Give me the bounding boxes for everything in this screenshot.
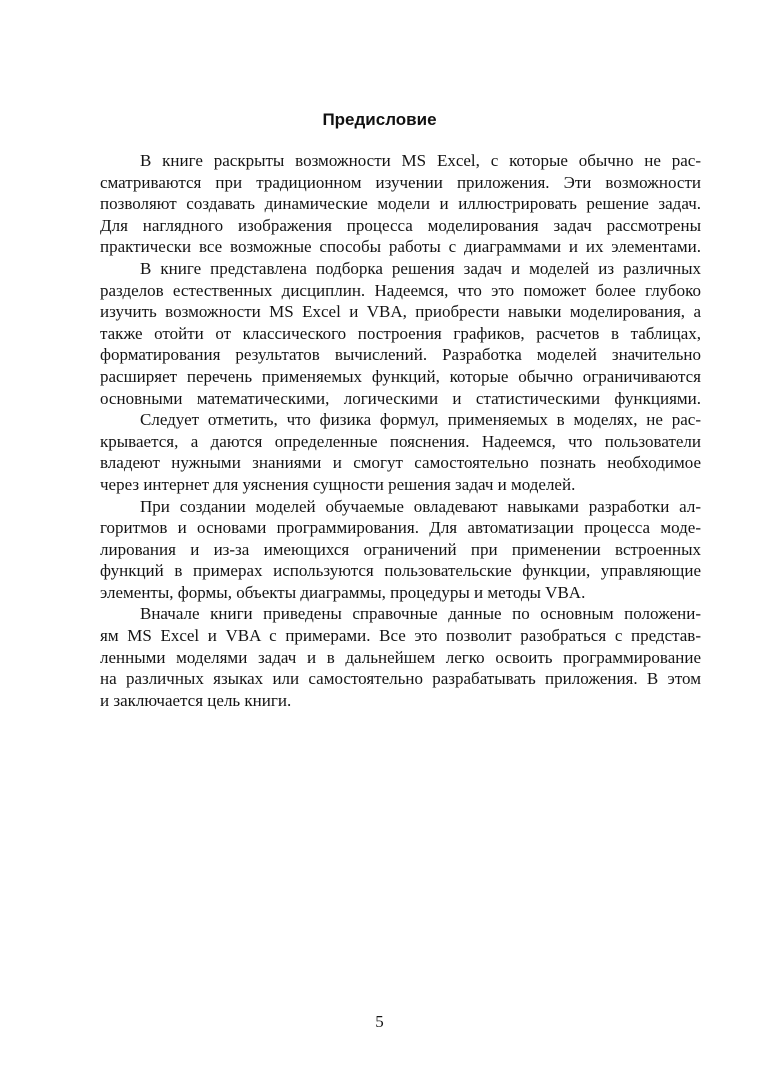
- text-line: лирования и из-за имеющихся ограничений при применении встроенных: [100, 539, 701, 559]
- text-line: основными математическими, логическими и статистическими функциями.: [100, 388, 701, 408]
- text-line: горитмов и основами программирования. Для автоматизации процесса моде-: [100, 518, 701, 538]
- text-line: расширяет перечень применяемых функций, которые обычно ограничиваются: [100, 366, 701, 386]
- text-line: форматирования результатов вычислений. Разработка моделей значительно: [100, 345, 701, 365]
- text-line: также отойти от классического построения графиков, расчетов в таблицах,: [100, 323, 701, 343]
- text-line: ям MS Excel и VBA с примерами. Все это позволит разобраться с представ-: [100, 626, 701, 646]
- text-line: владеют нужными знаниями и смогут самостоятельно познать необходимое: [100, 453, 701, 473]
- page-title: Предисловие: [322, 110, 437, 129]
- text-line: Следует отметить, что физика формул, применяемых в моделях, не рас-: [140, 410, 701, 430]
- text-line: разделов естественных дисциплин. Надеемся, что это поможет более глубоко: [100, 280, 701, 300]
- text-line: на различных языках или самостоятельно разрабатывать приложения. В этом: [100, 669, 701, 689]
- text-line: При создании моделей обучаемые овладевают навыками разработки ал-: [140, 496, 701, 516]
- preface-body: [60, 150, 701, 711]
- paragraph: [60, 150, 701, 258]
- text-line: В книге представлена подборка решения задач и моделей из различных: [140, 258, 701, 278]
- text-line: и заключается цель книги.: [100, 690, 292, 710]
- page-number: 5: [375, 1012, 384, 1031]
- text-line: Для наглядного изображения процесса моделирования задач рассмотрены: [100, 215, 701, 235]
- paragraph: [60, 496, 701, 604]
- text-line: изучить возможности MS Excel и VBA, приобрести навыки моделирования, а: [100, 302, 701, 322]
- paragraph: [60, 258, 701, 409]
- text-line: сматриваются при традиционном изучении приложения. Эти возможности: [100, 172, 701, 192]
- text-line: ленными моделями задач и в дальнейшем легко освоить программирование: [100, 647, 701, 667]
- text-line: В книге раскрыты возможности MS Excel, с которые обычно не рас-: [140, 151, 701, 170]
- paragraph: [60, 409, 701, 495]
- text-line: Вначале книги приведены справочные данные по основным положени-: [140, 604, 701, 624]
- text-line: через интернет для уяснения сущности решения задач и моделей.: [100, 474, 576, 494]
- text-line: практически все возможные способы работы с диаграммами и их элементами.: [100, 237, 701, 257]
- text-line: функций в примерах используются пользовательские функции, управляющие: [100, 561, 701, 581]
- text-line: крывается, а даются определенные пояснения. Надеемся, что пользователи: [100, 431, 701, 451]
- text-line: позволяют создавать динамические модели и иллюстрировать решение задач.: [100, 194, 701, 214]
- paragraph: [60, 603, 701, 711]
- text-line: элементы, формы, объекты диаграммы, процедуры и методы VBA.: [100, 582, 586, 602]
